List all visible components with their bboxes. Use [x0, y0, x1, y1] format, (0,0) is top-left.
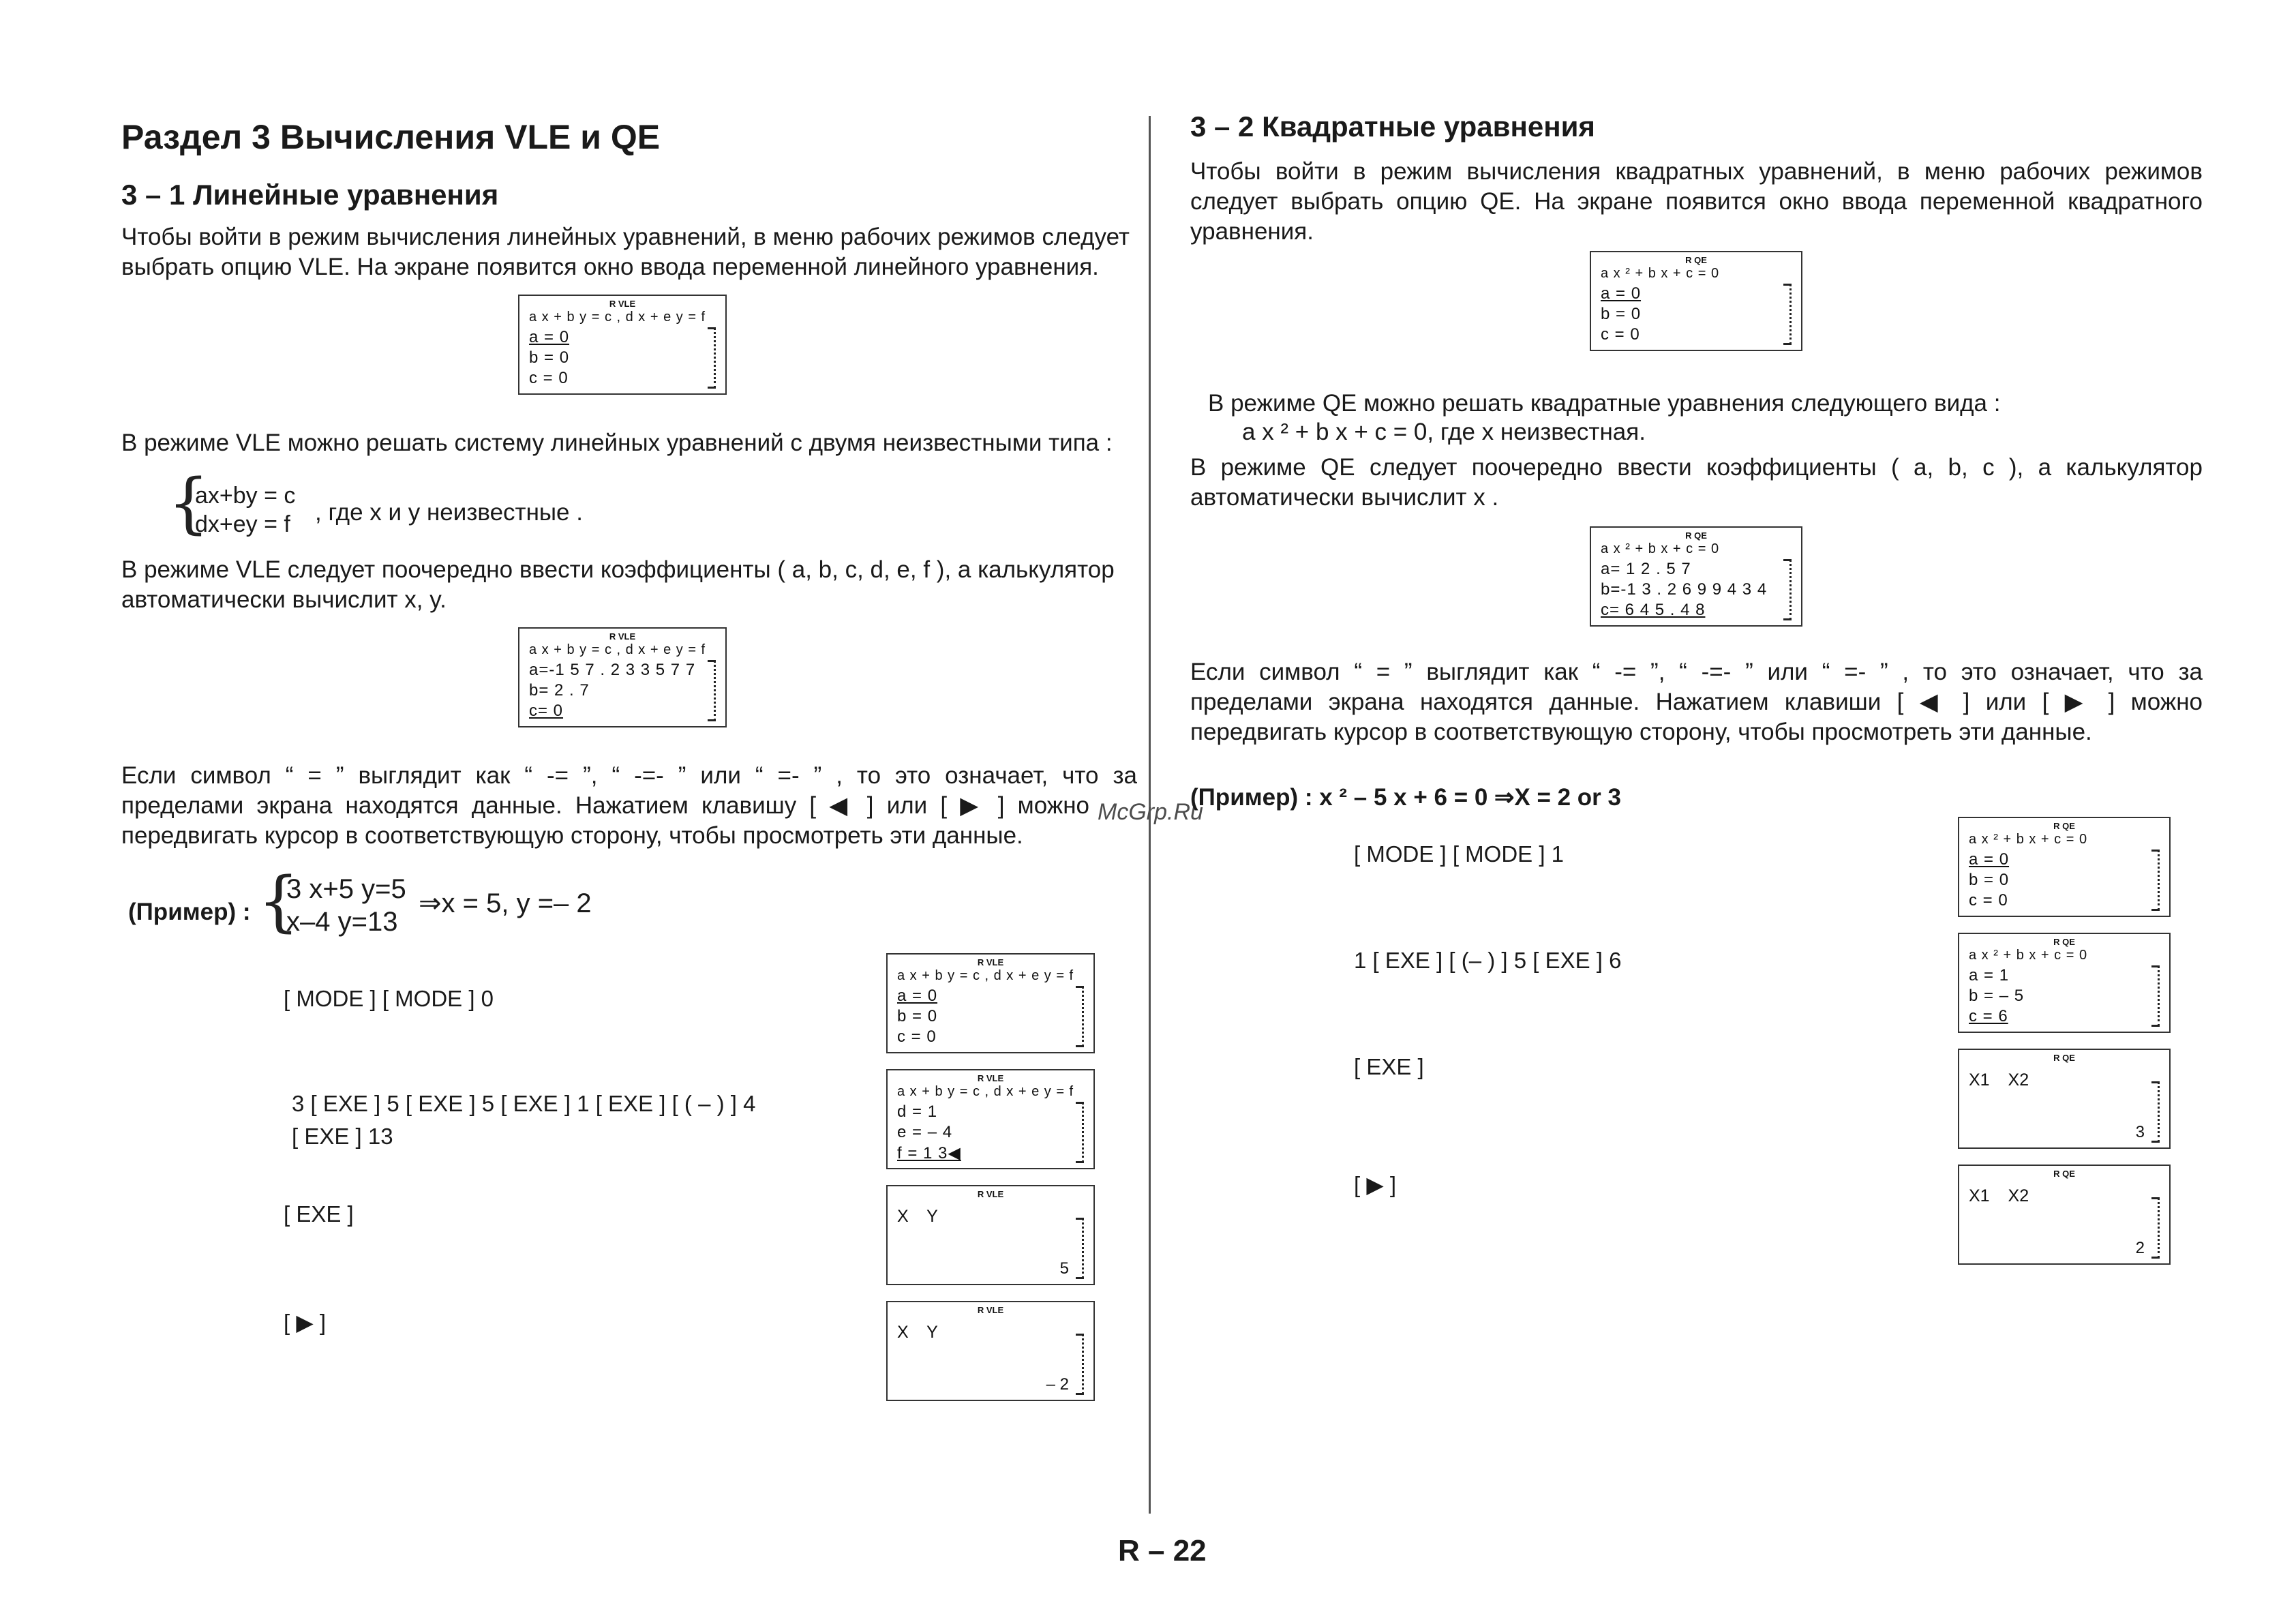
lcd-result-labels: X Y [897, 1207, 938, 1226]
lcd-vle-input-screen [518, 295, 727, 395]
lcd-row-c: c= 6 4 5 . 4 8 [1601, 601, 1706, 619]
mode-indicator: R QE [2053, 937, 2075, 947]
vle-enter-line2: автоматически вычислит x, y. [121, 586, 447, 613]
lcd-qe-input-screen [1590, 251, 1802, 351]
qe-form-description: В режиме QE можно решать квадратные уравнения следующего вида : [1208, 390, 2001, 417]
mode-indicator: R QE [2053, 1053, 2075, 1063]
lcd-equation: a x ² + b x + c = 0 [1969, 948, 2088, 963]
vle-step-2-keys-cont: [ EXE ] 13 [292, 1124, 393, 1149]
vle-step-1-keys: [ MODE ] [ MODE ] 0 [284, 986, 494, 1011]
lcd-vle-step-2 [886, 1069, 1095, 1169]
scroll-indicator-icon [707, 660, 716, 721]
lcd-row-c: c = 0 [1969, 891, 2008, 910]
scroll-indicator-icon [2151, 850, 2160, 911]
qe-intro-line1: Чтобы войти в режим вычисления квадратных уравнений, в меню рабочих режимов [1190, 158, 2203, 185]
lcd-qe-step-1 [1958, 817, 2171, 917]
system-unknowns-note: , где x и y неизвестные . [315, 499, 583, 526]
vle-symbol-line1: Если символ “ = ” выглядит как “ -= ”, “ -=- ” или “ =- ” , то это означает, что за [121, 762, 1137, 789]
lcd-row-c: c = 0 [897, 1027, 937, 1046]
mode-indicator: R QE [1685, 530, 1707, 541]
scroll-indicator-icon [1075, 1334, 1084, 1395]
mode-indicator: R VLE [977, 1189, 1004, 1199]
qe-example: (Пример) : x ² – 5 x + 6 = 0 ⇒X = 2 or 3 [1190, 784, 1621, 811]
qe-step-1-keys: [ MODE ] [ MODE ] 1 [1354, 841, 1565, 867]
lcd-row-b: b= 2 . 7 [529, 681, 590, 700]
example-label: (Пример) : [128, 899, 251, 925]
lcd-equation: a x ² + b x + c = 0 [1601, 541, 1720, 556]
lcd-row-c: c = 6 [1969, 1007, 2008, 1025]
qe-step-4-keys: [ ▶ ] [1354, 1172, 1397, 1197]
qe-symbol-line2: пределами экрана находятся данные. Нажатием клавиши [ ◀ ] или [ ▶ ] можно [1190, 689, 2203, 715]
vle-step-3-keys: [ EXE ] [284, 1201, 354, 1227]
lcd-row-b: b = – 5 [1969, 987, 2025, 1005]
mode-indicator: R VLE [977, 1073, 1004, 1083]
scroll-indicator-icon [1075, 1102, 1084, 1163]
qe-enter-line2: автоматически вычислит x . [1190, 484, 1499, 511]
lcd-row-a: a=-1 5 7 . 2 3 3 5 7 7 [529, 661, 696, 679]
system-equation-1: ax+by = c [195, 483, 296, 509]
lcd-equation: a x + b y = c , d x + e y = f [897, 968, 1074, 983]
vle-step-2-keys: 3 [ EXE ] 5 [ EXE ] 5 [ EXE ] 1 [ EXE ] [ ( – ) ] 4 [292, 1091, 756, 1116]
vle-symbol-line2: пределами экрана находятся данные. Нажатием клавишу [ ◀ ] или [ ▶ ] можно [121, 792, 1089, 819]
lcd-equation: a x + b y = c , d x + e y = f [897, 1084, 1074, 1099]
lcd-row-a: a = 1 [1969, 966, 2010, 985]
qe-step-2-keys: 1 [ EXE ] [ (– ) ] 5 [ EXE ] 6 [1354, 948, 1622, 973]
qe-step-3-keys: [ EXE ] [1354, 1054, 1424, 1079]
scroll-indicator-icon [1783, 559, 1792, 620]
mode-indicator: R VLE [977, 957, 1004, 967]
lcd-result-labels: X1 X2 [1969, 1186, 2029, 1205]
lcd-row-a: a = 0 [529, 328, 570, 346]
lcd-qe-result-x2 [1958, 1165, 2171, 1265]
subsection-title-quadratic: 3 – 2 Квадратные уравнения [1190, 110, 1595, 142]
lcd-row-b: b = 0 [529, 348, 570, 367]
lcd-row-a: a= 1 2 . 5 7 [1601, 560, 1691, 578]
lcd-equation: a x ² + b x + c = 0 [1601, 266, 1720, 281]
qe-intro-line3: уравнения. [1190, 218, 1314, 245]
example-equation-1: 3 x+5 y=5 [286, 874, 406, 904]
lcd-row-f: f = 1 3◀ [897, 1144, 961, 1162]
vle-step-4-keys: [ ▶ ] [284, 1310, 327, 1335]
lcd-row-b: b=-1 3 . 2 6 9 9 4 3 4 [1601, 580, 1768, 599]
lcd-result-value: 3 [2135, 1123, 2145, 1141]
lcd-row-b: b = 0 [897, 1007, 938, 1025]
scroll-indicator-icon [1075, 986, 1084, 1047]
lcd-result-value: – 2 [1046, 1375, 1069, 1394]
qe-form-equation: a x ² + b x + c = 0, где x неизвестная. [1242, 419, 1646, 445]
vle-enter-line1: В режиме VLE следует поочередно ввести коэффициенты ( a, b, c, d, e, f ), а калькулятор [121, 556, 1115, 583]
section-title: Раздел 3 Вычисления VLE и QE [121, 118, 661, 156]
mode-indicator: R QE [2053, 1169, 2075, 1179]
qe-intro-line2: следует выбрать опцию QE. На экране появится окно ввода переменной квадратного [1190, 188, 2203, 215]
subsection-title-linear: 3 – 1 Линейные уравнения [121, 179, 499, 211]
mode-indicator: R VLE [977, 1305, 1004, 1315]
lcd-vle-result-x [886, 1185, 1095, 1285]
lcd-vle-solved-screen [518, 627, 727, 727]
lcd-qe-solved-screen [1590, 526, 1802, 627]
scroll-indicator-icon [707, 327, 716, 389]
lcd-row-a: a = 0 [1601, 284, 1642, 303]
scroll-indicator-icon [2151, 1197, 2160, 1259]
lcd-qe-step-2 [1958, 933, 2171, 1033]
example-equation-2: x–4 y=13 [286, 907, 398, 937]
lcd-qe-result-x1 [1958, 1049, 2171, 1149]
vle-system-description: В режиме VLE можно решать систему линейных уравнений с двумя неизвестными типа : [121, 430, 1113, 456]
lcd-result-labels: X Y [897, 1323, 938, 1342]
scroll-indicator-icon [2151, 965, 2160, 1027]
linear-intro-line2: выбрать опцию VLE. На экране появится окно ввода переменной линейного уравнения. [121, 254, 1099, 280]
lcd-equation: a x ² + b x + c = 0 [1969, 832, 2088, 847]
example-brace-icon: { [258, 863, 300, 940]
qe-symbol-line1: Если символ “ = ” выглядит как “ -= ”, “ -=- ” или “ =- ” , то это означает, что за [1190, 659, 2203, 685]
lcd-vle-result-y [886, 1301, 1095, 1401]
lcd-row-d: d = 1 [897, 1102, 938, 1121]
lcd-equation: a x + b y = c , d x + e y = f [529, 642, 706, 657]
lcd-row-e: e = – 4 [897, 1123, 953, 1141]
lcd-row-b: b = 0 [1601, 305, 1642, 323]
page-number: R – 22 [1118, 1534, 1207, 1567]
lcd-row-b: b = 0 [1969, 871, 2010, 889]
lcd-result-value: 5 [1059, 1259, 1069, 1278]
lcd-result-value: 2 [2135, 1239, 2145, 1257]
example-result: ⇒x = 5, y =– 2 [419, 888, 592, 918]
lcd-row-c: c = 0 [529, 369, 569, 387]
mode-indicator: R VLE [609, 299, 636, 309]
scroll-indicator-icon [1783, 284, 1792, 345]
lcd-row-c: c= 0 [529, 702, 564, 720]
qe-enter-line1: В режиме QE следует поочередно ввести коэффициенты ( a, b, c ), а калькулятор [1190, 454, 2203, 481]
lcd-row-a: a = 0 [897, 987, 938, 1005]
mode-indicator: R QE [1685, 255, 1707, 265]
mode-indicator: R QE [2053, 821, 2075, 831]
qe-symbol-line3: передвигать курсор в соответствующую сторону, чтобы просмотреть эти данные. [1190, 719, 2092, 745]
lcd-result-labels: X1 X2 [1969, 1070, 2029, 1090]
linear-intro-line1: Чтобы войти в режим вычисления линейных уравнений, в меню рабочих режимов следует [121, 224, 1130, 250]
scroll-indicator-icon [1075, 1218, 1084, 1279]
lcd-equation: a x + b y = c , d x + e y = f [529, 310, 706, 325]
vle-symbol-line3: передвигать курсор в соответствующую сторону, чтобы просмотреть эти данные. [121, 822, 1023, 849]
lcd-row-c: c = 0 [1601, 325, 1640, 344]
system-brace-icon: { [168, 465, 210, 541]
scroll-indicator-icon [2151, 1081, 2160, 1143]
system-equation-2: dx+ey = f [195, 511, 290, 537]
watermark: McGrp.Ru [1098, 799, 1203, 825]
lcd-vle-step-1 [886, 953, 1095, 1053]
lcd-row-a: a = 0 [1969, 850, 2010, 869]
mode-indicator: R VLE [609, 631, 636, 642]
